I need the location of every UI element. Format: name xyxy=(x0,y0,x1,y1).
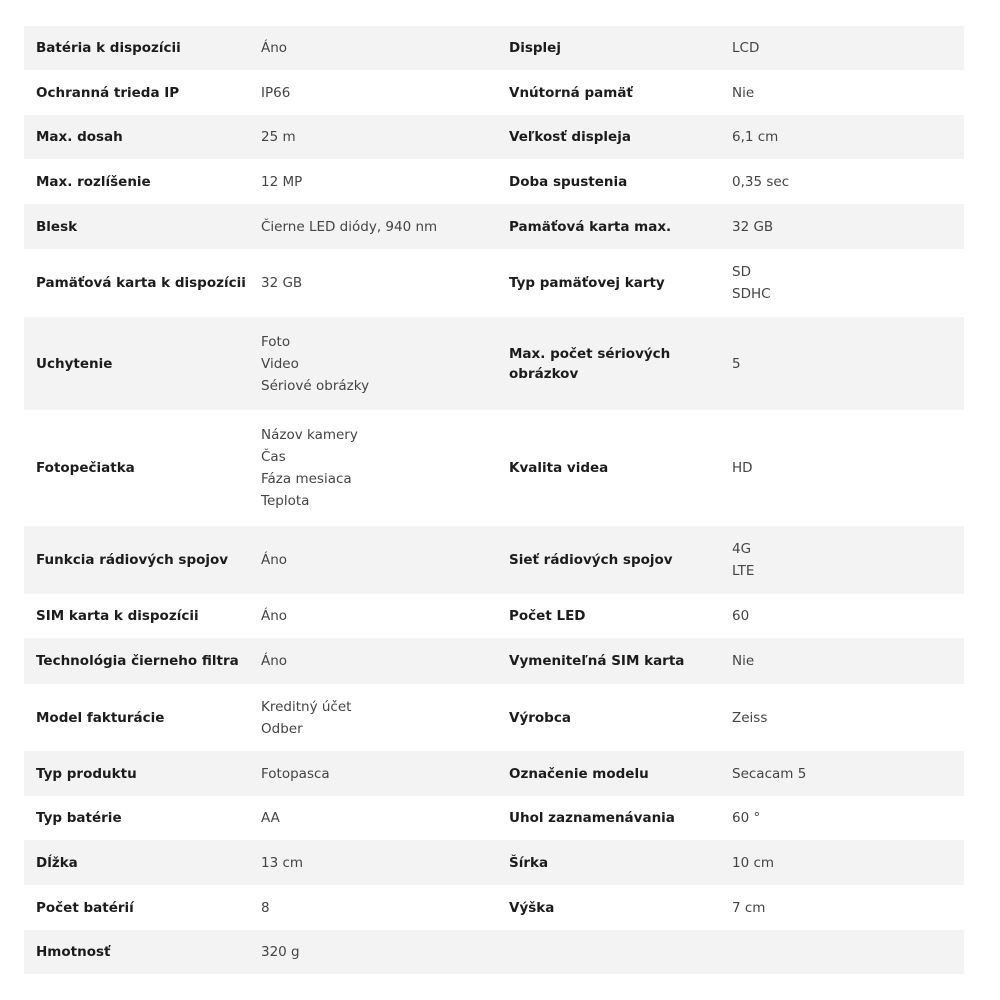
spec-value-line: Foto xyxy=(261,333,291,350)
spec-value xyxy=(249,159,497,204)
spec-value-line: SD xyxy=(732,264,751,280)
spec-value xyxy=(249,115,497,159)
spec-label: Dĺžka xyxy=(24,840,249,885)
spec-label: Vymeniteľná SIM karta xyxy=(497,638,720,684)
spec-value-line: Video xyxy=(261,355,299,372)
spec-row xyxy=(24,684,964,751)
spec-value xyxy=(249,204,497,249)
spec-label: Max. rozlíšenie xyxy=(24,159,249,204)
spec-label: Kvalita videa xyxy=(497,410,720,526)
spec-value xyxy=(720,840,964,885)
spec-label: Funkcia rádiových spojov xyxy=(24,526,249,594)
spec-value-line: Fotopasca xyxy=(261,765,330,782)
spec-label: Hmotnosť xyxy=(24,930,249,974)
spec-value-line: 320 g xyxy=(261,944,300,960)
spec-label: Uhol zaznamenávania xyxy=(497,796,720,840)
spec-label: SIM karta k dispozícii xyxy=(24,594,249,638)
spec-value xyxy=(249,684,497,751)
spec-table xyxy=(24,26,964,974)
spec-value-line: 5 xyxy=(732,355,741,372)
spec-value-line: 60 ° xyxy=(732,810,761,826)
spec-row xyxy=(24,840,964,885)
spec-row xyxy=(24,249,964,317)
spec-value-line: Secacam 5 xyxy=(732,765,807,782)
spec-value-line: Odber xyxy=(261,720,303,737)
spec-value-line: AA xyxy=(261,810,280,826)
spec-value-line: LCD xyxy=(732,40,760,56)
spec-row xyxy=(24,410,964,526)
spec-value xyxy=(249,930,497,974)
spec-row xyxy=(24,115,964,159)
spec-value xyxy=(249,70,497,115)
spec-label: Blesk xyxy=(24,204,249,249)
spec-value-line: 60 xyxy=(732,608,750,624)
spec-value xyxy=(720,317,964,410)
spec-value xyxy=(720,885,964,930)
spec-value-line: IP66 xyxy=(261,84,291,101)
spec-value xyxy=(720,26,964,70)
spec-label: Šírka xyxy=(497,840,720,885)
spec-value xyxy=(720,410,964,526)
spec-value-line: Zeiss xyxy=(732,709,768,726)
spec-label: Výrobca xyxy=(497,684,720,751)
spec-label: Pamäťová karta max. xyxy=(497,204,720,249)
spec-value-line: Áno xyxy=(261,608,288,624)
spec-value-line: LTE xyxy=(732,563,755,579)
spec-label: Technológia čierneho filtra xyxy=(24,638,249,684)
spec-label: Vnútorná pamäť xyxy=(497,70,720,115)
spec-value-line: 4G xyxy=(732,541,752,557)
spec-value xyxy=(720,796,964,840)
spec-value-line: 32 GB xyxy=(261,275,303,291)
spec-value-line: 25 m xyxy=(261,129,296,145)
spec-value-line: SDHC xyxy=(732,286,771,302)
spec-label: Fotopečiatka xyxy=(24,410,249,526)
spec-value-line: 7 cm xyxy=(732,899,766,916)
spec-value-line: 6,1 cm xyxy=(732,129,779,145)
spec-value-line: 0,35 sec xyxy=(732,173,790,190)
spec-row xyxy=(24,796,964,840)
spec-label: Batéria k dispozícii xyxy=(24,26,249,70)
spec-row xyxy=(24,159,964,204)
spec-value xyxy=(249,249,497,317)
spec-label: Model fakturácie xyxy=(24,684,249,751)
spec-label: Výška xyxy=(497,885,720,930)
spec-label: Typ pamäťovej karty xyxy=(497,249,720,317)
spec-label: Počet LED xyxy=(497,594,720,638)
spec-value xyxy=(249,840,497,885)
spec-value xyxy=(249,410,497,526)
spec-value-line: Kreditný účet xyxy=(261,698,352,715)
spec-value xyxy=(720,684,964,751)
spec-row xyxy=(24,70,964,115)
spec-label: Počet batérií xyxy=(24,885,249,930)
spec-value xyxy=(720,70,964,115)
spec-label: Doba spustenia xyxy=(497,159,720,204)
spec-value-line: Sériové obrázky xyxy=(261,377,370,394)
spec-value-line: Nie xyxy=(732,653,755,669)
spec-value xyxy=(249,885,497,930)
spec-row xyxy=(24,317,964,410)
spec-value-line: Čierne LED diódy, 940 nm xyxy=(261,218,438,235)
spec-label: Pamäťová karta k dispozícii xyxy=(24,249,249,317)
spec-value xyxy=(249,317,497,410)
spec-value xyxy=(249,638,497,684)
spec-value xyxy=(720,249,964,317)
spec-label: Veľkosť displeja xyxy=(497,115,720,159)
spec-value xyxy=(720,751,964,796)
spec-row xyxy=(24,930,964,974)
spec-label: Typ produktu xyxy=(24,751,249,796)
spec-row xyxy=(24,885,964,930)
spec-row xyxy=(24,26,964,70)
spec-value-line: 12 MP xyxy=(261,173,303,190)
spec-label: Sieť rádiových spojov xyxy=(497,526,720,594)
spec-row xyxy=(24,526,964,594)
spec-value xyxy=(720,638,964,684)
spec-value-line: Názov kamery xyxy=(261,427,358,443)
spec-label xyxy=(497,930,720,974)
spec-table-body xyxy=(24,26,964,974)
spec-value-line: 10 cm xyxy=(732,854,775,871)
spec-value-line: 32 GB xyxy=(732,218,774,235)
spec-value-line: Áno xyxy=(261,653,288,669)
spec-value-line: 8 xyxy=(261,899,270,916)
spec-value xyxy=(720,930,964,974)
spec-value-line: Áno xyxy=(261,552,288,568)
spec-value xyxy=(249,526,497,594)
spec-value xyxy=(249,796,497,840)
spec-value-line: Fáza mesiaca xyxy=(261,471,352,487)
spec-row xyxy=(24,204,964,249)
spec-label: Typ batérie xyxy=(24,796,249,840)
spec-value xyxy=(720,594,964,638)
spec-label: Displej xyxy=(497,26,720,70)
spec-label: Označenie modelu xyxy=(497,751,720,796)
spec-row xyxy=(24,638,964,684)
spec-value xyxy=(720,159,964,204)
spec-value-line: Čas xyxy=(261,449,286,465)
spec-row xyxy=(24,751,964,796)
spec-value-line: HD xyxy=(732,460,753,476)
spec-value-line: Nie xyxy=(732,84,755,101)
spec-label: Ochranná trieda IP xyxy=(24,70,249,115)
spec-value xyxy=(249,751,497,796)
spec-label: Max. dosah xyxy=(24,115,249,159)
spec-value-line: 13 cm xyxy=(261,854,304,871)
spec-label: Max. počet sériových obrázkov xyxy=(497,317,720,410)
spec-value-line: Áno xyxy=(261,40,288,56)
spec-value xyxy=(720,204,964,249)
spec-label: Uchytenie xyxy=(24,317,249,410)
spec-value-line: Teplota xyxy=(261,493,310,509)
spec-row xyxy=(24,594,964,638)
spec-value xyxy=(720,526,964,594)
spec-value xyxy=(249,594,497,638)
spec-value xyxy=(249,26,497,70)
spec-value xyxy=(720,115,964,159)
